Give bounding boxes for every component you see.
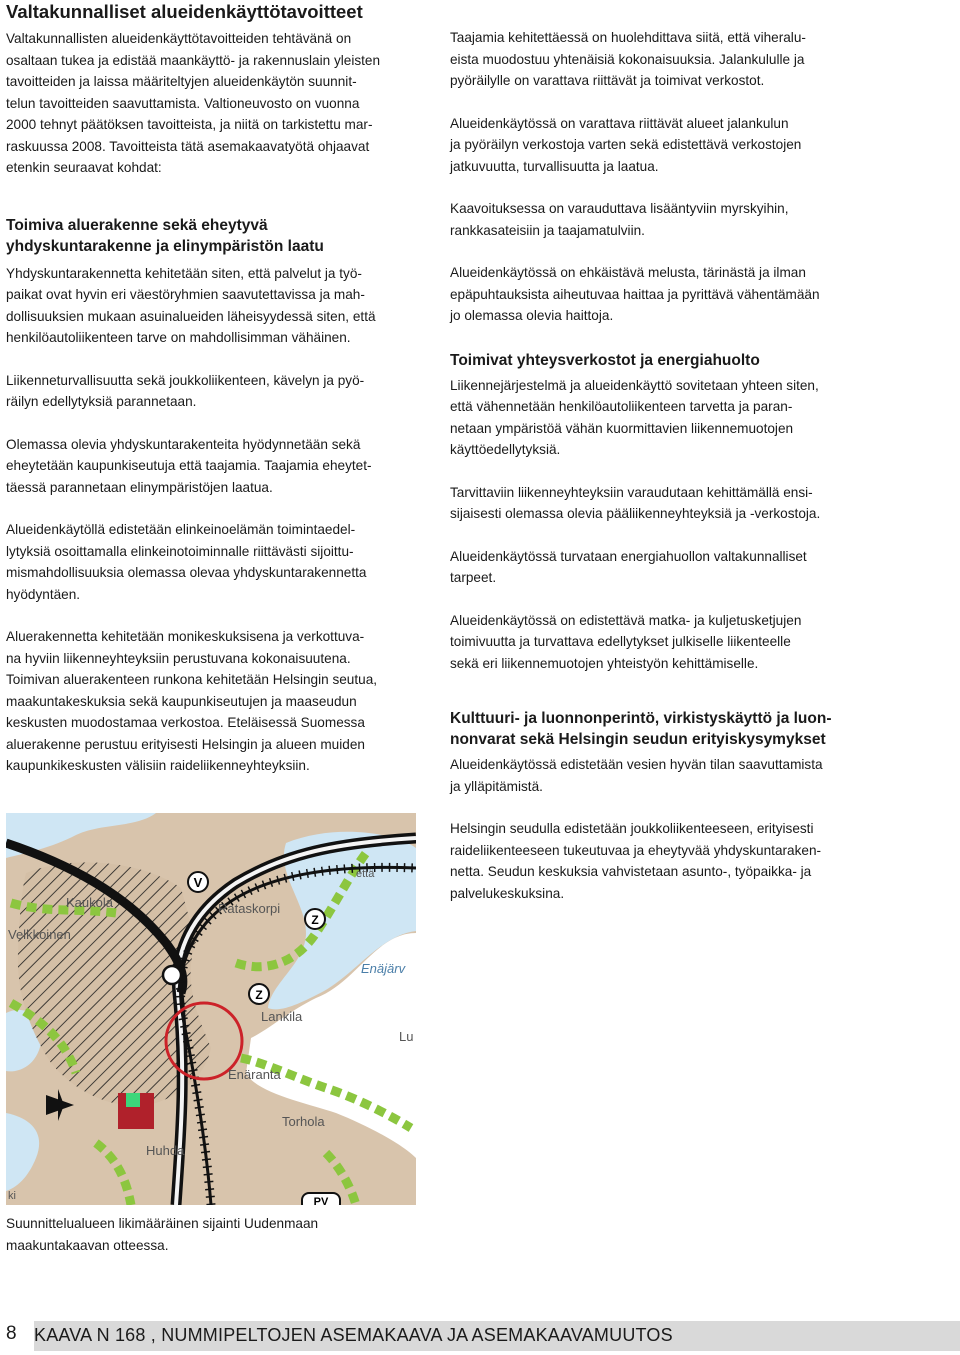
place-label: Rataskorpi — [218, 901, 281, 916]
text-line: dollisuuksien mukaan asuinalueiden läheisyydessä siten, että — [6, 308, 376, 324]
text-line: toimivuutta ja turvattava edellytykset julkiselle liikenteelle — [450, 634, 791, 649]
map-caption — [6, 1213, 418, 1256]
text-line: Alueidenkäytössä on edistettävä matka- ja kuljetusketjujen — [450, 612, 802, 628]
section-title-line: Kulttuuri- ja luonnonperintö, virkistyskäyttö ja luon- — [450, 710, 832, 727]
place-label: Torhola — [282, 1114, 325, 1129]
paragraph — [450, 754, 880, 797]
place-label: Kaukola — [66, 895, 113, 910]
pv-symbol: PV — [313, 1196, 329, 1205]
paragraph — [450, 262, 880, 327]
paragraph — [450, 113, 880, 178]
map-svg — [6, 813, 416, 1205]
text-line: Alueidenkäytössä on ehkäistävä melusta, tärinästä ja ilman — [450, 265, 806, 280]
text-line: tarpeet. — [450, 570, 497, 585]
text-line: henkilöautoliikenteen tarve on mahdollisimman vähäinen. — [6, 330, 351, 345]
text-line: palvelukeskuksina. — [450, 885, 565, 901]
text-line: Helsingin seudulla edistetään joukkoliikenteeseen, erityisesti — [450, 821, 814, 836]
intro-paragraph — [6, 28, 418, 179]
text-line: sijaisesti olemassa olevia pääliikenneyhteyksiä ja -verkostoja. — [450, 506, 821, 521]
paragraph — [450, 27, 880, 92]
text-line: na hyviin liikenneyhteyksiin perustuvana kokonaisuutena. — [6, 650, 351, 666]
text-line: Aluerakennetta kehitetään monikeskuksisena ja verkottuva- — [6, 629, 365, 644]
section-title-1 — [6, 215, 418, 257]
paragraph — [450, 198, 880, 241]
text-line: käyttöedellytyksiä. — [450, 442, 561, 457]
z-symbol: Z — [311, 913, 319, 927]
section-title-line: Toimiva aluerakenne sekä eheytyvä — [6, 216, 268, 234]
text-line: Alueidenkäytössä turvataan energiahuollon valtakunnalliset — [450, 548, 807, 564]
text-line: että vähennetään henkilöautoliikenteen tarvetta ja paran- — [450, 399, 793, 414]
text-line: Liikennejärjestelmä ja alueidenkäyttö sovitetaan yhteen siten, — [450, 377, 819, 393]
text-line: pyöräilylle on varattava riittävät ja toimivat verkostot. — [450, 73, 765, 88]
caption-line: maakuntakaavan otteessa. — [6, 1237, 169, 1253]
text-line: Toimivan aluerakenteen runkona kehitetään Helsingin seutua, — [6, 672, 378, 687]
paragraph — [450, 482, 880, 525]
text-line: osaltaan tukea ja edistää maankäyttö- ja rakennuslain yleisten — [6, 52, 381, 68]
text-line: 2000 tehnyt päätöksen tavoitteista, ja niitä on tarkistettu mar- — [6, 117, 373, 132]
paragraph — [6, 519, 418, 605]
text-line: Tarvittaviin liikenneyhteyksiin varaudutaan kehittämällä ensi- — [450, 484, 813, 500]
page-number: 8 — [6, 1323, 17, 1344]
station-symbol — [163, 966, 181, 984]
text-line: kaupunkikeskusten välisiin raideliikenneyhteyksiin. — [6, 758, 310, 773]
place-label: Huhda — [146, 1143, 185, 1158]
caption-line: Suunnittelualueen likimääräinen sijainti Uudenmaan — [6, 1216, 319, 1231]
text-line: Valtakunnallisten alueidenkäyttötavoitteiden tehtävänä on — [6, 31, 352, 46]
place-label: että — [356, 868, 375, 880]
text-line: raideliikenteeseen tukeutuvaa ja eheytyvää yhdyskuntaraken- — [450, 842, 822, 858]
text-line: aluerakenne perustuu erityisesti Helsingin ja alueen muiden — [6, 736, 365, 752]
text-line: tavoitteiden ja laissa määriteltyjen alueidenkäytön suunnit- — [6, 74, 357, 89]
green-square-marker — [126, 1093, 140, 1107]
paragraph — [6, 626, 418, 777]
text-line: rankkasateisiin ja taajamatulviin. — [450, 222, 645, 238]
section-title-line: yhdyskuntarakenne ja elinympäristön laatu — [6, 237, 324, 255]
text-line: ja ylläpitämistä. — [450, 778, 543, 794]
text-line: mismahdollisuuksia olemassa olevaa yhdyskuntarakennetta — [6, 565, 367, 580]
text-line: sekä eri liikennemuotojen yhteistyön kehittämiselle. — [450, 655, 759, 671]
place-label: Enäranta — [228, 1067, 281, 1082]
right-column — [450, 27, 880, 904]
text-line: etenkin seuraavat kohdat: — [6, 160, 162, 175]
section-title-line: nonvarat sekä Helsingin seudun erityiskysymykset — [450, 731, 826, 748]
text-line: keskusten muodostamaa verkostoa. Eteläisessä Suomessa — [6, 715, 365, 730]
text-line: eheytetään kaupunkiseutuja että taajamia. Taajamia eheytet- — [6, 458, 372, 473]
paragraph — [6, 370, 418, 413]
v-symbol: V — [193, 875, 203, 890]
text-line: Alueidenkäytössä edistetään vesien hyvän tilan saavuttamista — [450, 757, 823, 772]
text-line: Taajamia kehitettäessä on huolehdittava siitä, että viheralu- — [450, 30, 806, 45]
text-line: jo olemassa olevia haittoja. — [450, 308, 614, 323]
place-label: Lu — [399, 1029, 414, 1044]
text-line: ja pyöräilyn verkostoja varten sekä edistettävä verkostojen — [450, 137, 802, 152]
text-line: telun tavoitteiden saavuttamista. Valtioneuvosto on vuonna — [6, 95, 360, 111]
text-line: Yhdyskuntarakennetta kehitetään siten, että palvelut ja työ- — [6, 265, 362, 281]
section-title-3 — [450, 708, 880, 750]
place-label: ki — [8, 1190, 16, 1202]
text-line: jatkuvuutta, turvallisuutta ja laatua. — [450, 158, 659, 174]
text-line: hyödyntäen. — [6, 586, 81, 602]
text-line: Kaavoituksessa on varauduttava lisääntyviin myrskyihin, — [450, 201, 789, 216]
regional-plan-map — [6, 813, 416, 1205]
footer-title: KAAVA N 168 , NUMMIPELTOJEN ASEMAKAAVA JA ASEMAKAAVAMUUTOS — [34, 1325, 673, 1345]
text-line: Liikenneturvallisuutta sekä joukkoliikenteen, kävelyn ja pyö- — [6, 372, 365, 388]
text-line: eista muodostuu yhtenäisiä kokonaisuuksia. Jalankululle ja — [450, 51, 805, 67]
paragraph — [450, 546, 880, 589]
text-line: netaan ympäristöä vähän kuormittavien liikennemuotojen — [450, 420, 794, 436]
place-label: Lankila — [261, 1009, 303, 1024]
z-symbol: Z — [255, 988, 263, 1002]
text-line: netta. Seudun keskuksia vahvistetaan asunto-, työpaikka- ja — [450, 864, 812, 879]
left-column — [6, 0, 418, 777]
section-title-2: Toimivat yhteysverkostot ja energiahuolto — [450, 351, 760, 369]
text-line: raskuussa 2008. Tavoitteista tätä asemakaavatyötä ohjaavat — [6, 138, 370, 154]
paragraph — [450, 375, 880, 461]
place-label: Velkkoinen — [8, 927, 71, 942]
page-heading: Valtakunnalliset alueidenkäyttötavoitteet — [6, 1, 363, 22]
paragraph — [6, 434, 418, 499]
text-line: Alueidenkäytössä on varattava riittävät alueet jalankulun — [450, 115, 789, 131]
paragraph — [450, 818, 880, 904]
text-line: täessä parannetaan elinympäristöjen laatua. — [6, 479, 273, 495]
paragraph — [450, 610, 880, 675]
place-label: Enäjärv — [361, 961, 406, 976]
text-line: Alueidenkäytöllä edistetään elinkeinoelämän toimintaedel- — [6, 522, 356, 537]
text-line: lytyksiä osoittamalla elinkeinotoiminnalle riittävästi sijoittu- — [6, 543, 354, 559]
text-line: maakuntakeskuksia sekä kaupunkiseutujen ja maaseudun — [6, 693, 357, 709]
text-line: paikat ovat hyvin eri väestöryhmien saavutettavissa ja mah- — [6, 287, 365, 302]
text-line: Olemassa olevia yhdyskuntarakenteita hyödynnetään sekä — [6, 436, 361, 452]
paragraph — [6, 263, 418, 349]
text-line: räilyn edellytyksiä parannetaan. — [6, 394, 197, 409]
text-line: epäpuhtauksista aiheutuvaa haittaa ja pyrittävä vähentämään — [450, 286, 820, 302]
